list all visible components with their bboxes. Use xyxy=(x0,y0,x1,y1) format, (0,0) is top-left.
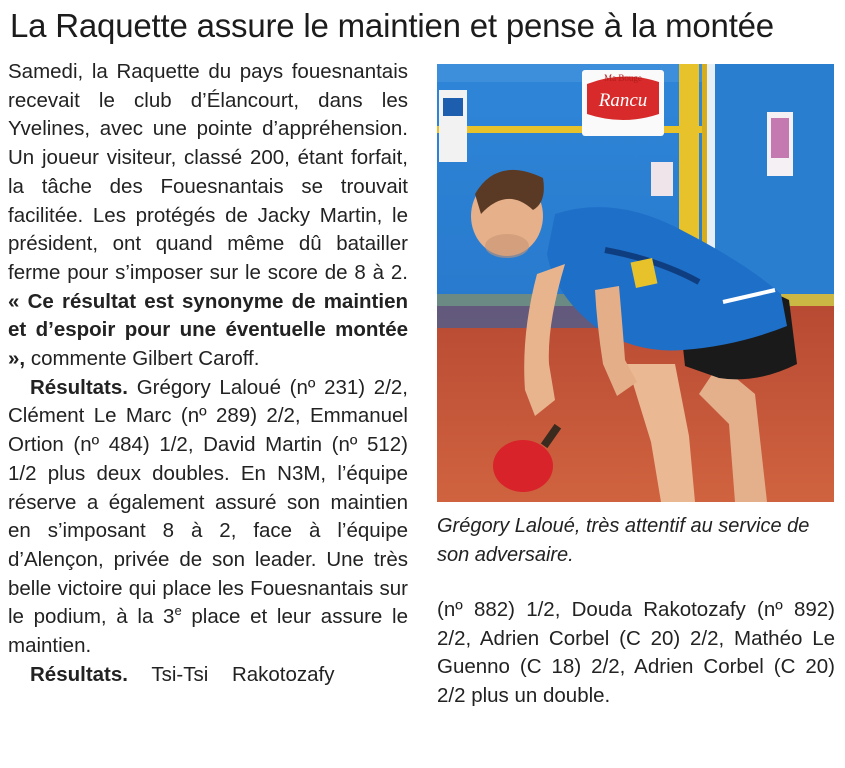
results-text-end: place et leur assure le maintien. xyxy=(8,605,408,658)
article-photo xyxy=(437,64,834,502)
article-body-right xyxy=(437,596,835,711)
intro-paragraph xyxy=(8,58,408,374)
results-paragraph xyxy=(8,374,408,661)
intro-text: Samedi, la Raquette du pays fouesnantais recevait le club d’Élancourt, dans les Yvelines, avec une pointe d’appréhension. Un joueur visiteur, classé 200, étant forfait, la tâche des Fouesnantais se trouvait facilitée. Les protégés de Jacky Martin, le président, ont quand même dû batailler ferme pour s’imposer sur le score de 8 à 2. xyxy=(8,60,408,284)
results-continued: (nº 882) 1/2, Douda Rakotozafy (nº 892) 2/2, Adrien Corbel (C 20) 2/2, Mathéo Le Guenno (C 18) 2/2, Adrien Corbel (C 20) 2/2 plus un double. xyxy=(437,598,835,708)
photo-caption: Grégory Laloué, très attentif au service de son adversaire. xyxy=(437,515,810,566)
results-text: Grégory Laloué (nº 231) 2/2, Clément Le Marc (nº 289) 2/2, Emmanuel Ortion (nº 484) 1/2, David Martin (nº 512) 1/2 plus deux doubles. En N3M, l’équipe réserve a également assuré son maintien en s’imposant 8 à 2, face à l’équipe d’Alençon, privée de son leader. Une très belle victoire qui place les Fouesnantais sur le podium, à la 3 xyxy=(8,375,408,629)
sponsor-sign xyxy=(582,70,664,136)
table-tennis-player-photo xyxy=(437,64,834,502)
results-label: Résultats. xyxy=(30,375,128,399)
article-body-left xyxy=(8,58,408,689)
results2-label: Résultats. xyxy=(30,662,128,686)
pull-quote: « Ce résultat est synonyme de maintien et d’espoir pour une éventuelle montée », xyxy=(8,289,408,371)
article-headline: La Raquette assure le maintien et pense à la montée xyxy=(10,7,774,44)
intro-attribution: commente Gilbert Caroff. xyxy=(30,347,260,371)
sign-small-text: Ma Bouge xyxy=(604,73,642,83)
sign-text: Rancu xyxy=(598,90,648,111)
results2-paragraph xyxy=(8,661,408,690)
results2-text: Tsi-Tsi Rakotozafy xyxy=(151,662,335,686)
ordinal-suffix: e xyxy=(174,603,182,619)
